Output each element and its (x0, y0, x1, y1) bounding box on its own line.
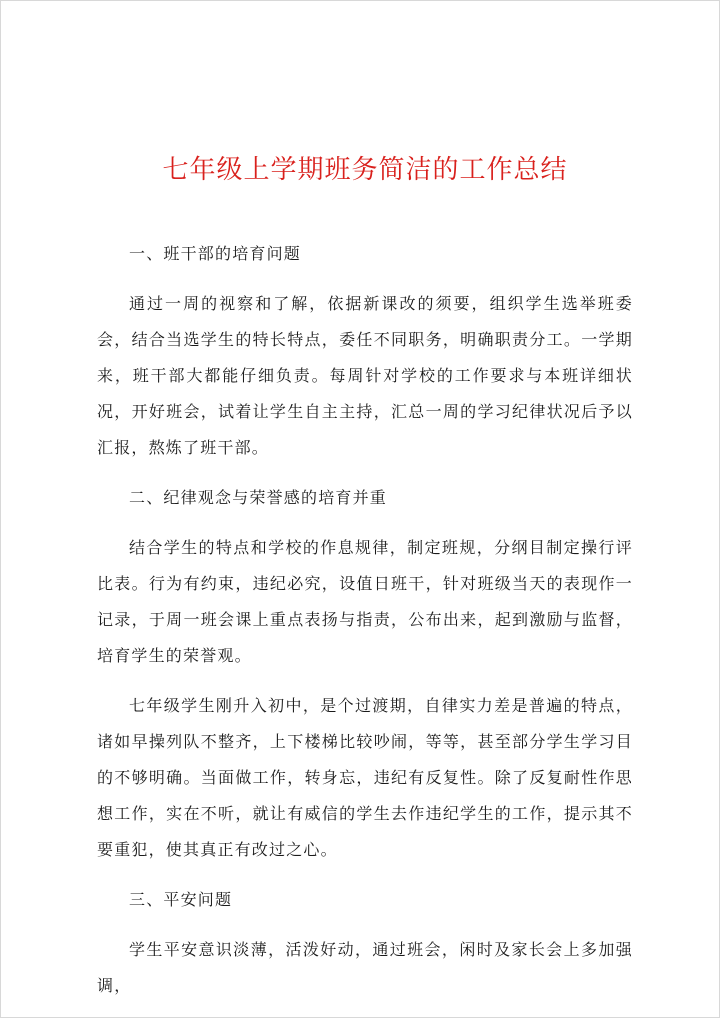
section-heading: 一、班干部的培育问题 (129, 244, 302, 263)
paragraph: 七年级学生刚升入初中，是个过渡期，自律实力差是普遍的特点，诸如早操列队不整齐，上下楼梯比较吵闹，等等，甚至部分学生学习目的不够明确。当面做工作，转身忘，违纪有反复性。除了反复耐性作思想工作，实在不听，就让有威信的学生去作违纪学生的工作，提示其不要重犯，使其真正有改过之心。 (97, 696, 633, 859)
paragraph: 结合学生的特点和学校的作息规律，制定班规，分纲目制定操行评比表。行为有约束，违纪必究，设值日班干，针对班级当天的表现作一记录，于周一班会课上重点表扬与指责，公布出来，起到激励与监督，培育学生的荣誉观。 (97, 538, 633, 665)
document-body (97, 150, 633, 1018)
section-heading: 三、平安问题 (129, 890, 233, 909)
document-title: 七年级上学期班务简洁的工作总结 (162, 155, 568, 185)
section-heading: 二、纪律观念与荣誉感的培育并重 (129, 488, 388, 507)
paragraph: 学生平安意识淡薄，活泼好动，通过班会，闲时及家长会上多加强调， (97, 940, 633, 995)
paragraph: 通过一周的视察和了解，依据新课改的须要，组织学生选举班委会，结合当选学生的特长特点，委任不同职务，明确职责分工。一学期来，班干部大都能仔细负责。每周针对学校的工作要求与本班详细状况，开好班会，试着让学生自主主持，汇总一周的学习纪律状况后予以汇报，熬炼了班干部。 (97, 294, 633, 457)
